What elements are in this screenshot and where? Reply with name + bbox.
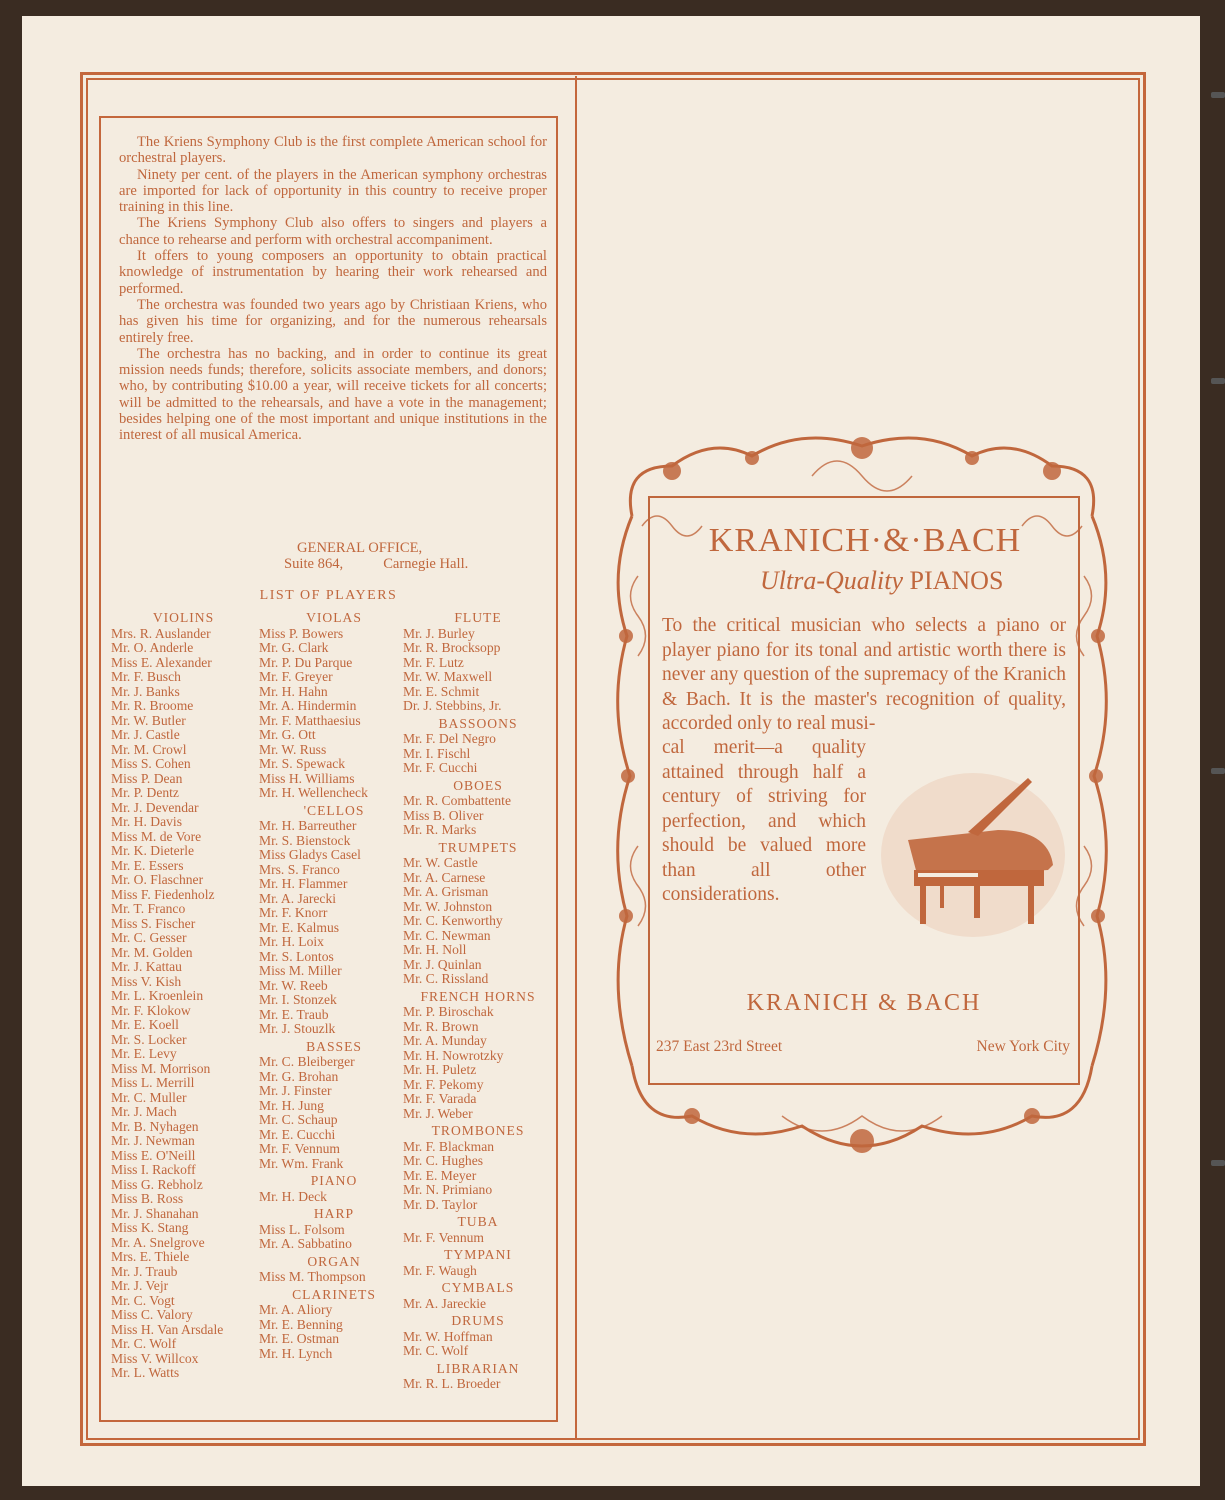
players-column-3 <box>403 608 553 1392</box>
player-name: Mr. E. Cucchi <box>259 1126 336 1142</box>
kriens-symphony-club-panel <box>99 116 558 1422</box>
player-name: Miss H. Williams <box>259 770 355 786</box>
player-name: Mr. J. Burley <box>403 625 475 641</box>
player-name: Mr. C. Muller <box>111 1089 187 1105</box>
player-name: Miss L. Folsom <box>259 1221 345 1237</box>
player-name: Mr. C. Bleiberger <box>259 1054 355 1069</box>
player-name: Mr. A. Jarecki <box>259 890 337 906</box>
player-name: Mr. W. Maxwell <box>403 669 493 684</box>
office-suite: Suite 864, <box>284 556 344 573</box>
player-name: Mr. C. Kenworthy <box>403 913 503 928</box>
player-name: Mr. P. Biroschak <box>403 1004 494 1019</box>
player-name: Mr. N. Primiano <box>403 1182 493 1197</box>
player-name: Mr. A. Snelgrove <box>111 1234 205 1250</box>
player-name: Mr. W. Russ <box>259 741 327 757</box>
player-name: Mr. J. Weber <box>403 1105 473 1121</box>
player-name: Miss E. O'Neill <box>111 1147 196 1163</box>
kranich-bach-advertisement <box>602 426 1120 1171</box>
player-name: Mr. W. Castle <box>403 855 478 870</box>
player-name: Mr. J. Shanahan <box>111 1205 199 1221</box>
section-heading: CYMBALS <box>441 1280 515 1295</box>
player-name: Mr. J. Traub <box>111 1263 178 1279</box>
ad-address: 237 East 23rd Street <box>656 1038 783 1055</box>
section-heading: DRUMS <box>451 1313 505 1328</box>
player-name: Mr. C. Wolf <box>403 1343 469 1358</box>
player-name: Mr. F. Cucchi <box>403 760 478 775</box>
player-name: Mr. M. Golden <box>111 944 193 960</box>
player-name: Mr. J. Kattau <box>111 959 182 974</box>
player-name: Mr. L. Kroenlein <box>111 988 204 1003</box>
player-name: Mr. H. Deck <box>259 1188 327 1204</box>
ad-subtitle-italic: Ultra-Quality <box>760 566 903 595</box>
player-name: Mr. R. Broome <box>111 698 194 713</box>
intro-paragraph: The orchestra was founded two years ago by Christiaan Kriens, who has given his time for organizing, and for the numerous rehearsals entirely free. <box>119 296 547 346</box>
player-name: Mr. R. Combattente <box>403 793 511 808</box>
player-name: Mr. E. Koell <box>111 1017 179 1032</box>
player-name: Miss P. Bowers <box>259 625 344 641</box>
player-name: Mrs. S. Franco <box>259 861 340 877</box>
player-name: Mr. B. Nyhagen <box>111 1118 199 1134</box>
player-name: Mr. F. Del Negro <box>403 731 496 746</box>
intro-text <box>119 134 547 444</box>
player-name: Mr. P. Du Parque <box>259 654 353 670</box>
player-name: Mr. G. Ott <box>259 727 316 742</box>
player-name: Miss V. Kish <box>111 973 182 989</box>
player-name: Mr. A. Aliory <box>259 1302 333 1317</box>
player-name: Mr. J. Banks <box>111 683 180 699</box>
player-name: Mr. G. Brohan <box>259 1068 339 1084</box>
player-name: Mr. F. Busch <box>111 669 181 684</box>
player-name: Mrs. R. Auslander <box>111 625 211 641</box>
player-name: Mr. J. Castle <box>111 727 180 742</box>
player-name: Mr. H. Loix <box>259 934 324 949</box>
player-name: Miss S. Cohen <box>111 756 191 771</box>
intro-paragraph: The Kriens Symphony Club also offers to singers and players a chance to rehearse and perform with orchestral accompaniment. <box>119 215 547 248</box>
player-name: Mr. C. Schaup <box>259 1112 338 1127</box>
player-name: Mr. F. Matthaesius <box>259 712 361 728</box>
player-name: Mr. C. Wolf <box>111 1336 177 1351</box>
player-name: Mr. A. Jareckie <box>403 1295 487 1311</box>
player-name: Mr. F. Varada <box>403 1091 477 1106</box>
player-name: Miss S. Fischer <box>111 915 196 931</box>
player-name: Mrs. E. Thiele <box>111 1249 190 1264</box>
player-name: Mr. I. Stonzek <box>259 992 337 1007</box>
ad-subtitle <box>760 566 1003 596</box>
section-heading: PIANO <box>310 1173 358 1188</box>
player-name: Mr. R. L. Broeder <box>403 1376 501 1391</box>
player-name: Miss F. Fiedenholz <box>111 886 215 902</box>
section-heading: FLUTE <box>454 610 502 625</box>
intro-paragraph: It offers to young composers an opportunity to obtain practical knowledge of instrumentation by hearing their work rehearsed and performed. <box>119 248 547 297</box>
ad-inner-panel <box>648 496 1080 1085</box>
intro-paragraph: The Kriens Symphony Club is the first complete American school for orchestral players. <box>119 134 547 167</box>
ad-company-name: KRANICH & BACH <box>746 990 982 1016</box>
player-name: Mr. R. Brocksopp <box>403 640 501 655</box>
ad-city: New York City <box>976 1038 1070 1055</box>
player-name: Mr. T. Franco <box>111 901 186 916</box>
player-name: Miss M. Thompson <box>259 1269 366 1284</box>
intro-paragraph: The orchestra has no backing, and in order to continue its great mission needs funds; therefore, solicits associate members, and donors; who, by contributing $10.00 a year, will receive tickets for all concerts; will be admitted to the rehearsals, and have a vote in the management; besides helping one of the most important and unique institutions in the interest of all musical America. <box>119 345 547 444</box>
ad-brand-title: KRANICH·&·BACH <box>708 522 1022 559</box>
section-heading: ORGAN <box>307 1253 361 1269</box>
player-name: Mr. J. Quinlan <box>403 956 482 972</box>
player-name: Mr. E. Meyer <box>403 1167 477 1183</box>
player-name: Miss K. Stang <box>111 1220 189 1235</box>
player-name: Mr. I. Fischl <box>403 745 471 761</box>
player-name: Miss M. Miller <box>259 963 342 978</box>
player-name: Mr. H. Davis <box>111 814 182 829</box>
player-name: Mr. E. Benning <box>259 1316 343 1332</box>
general-office <box>119 540 547 573</box>
section-heading: LIBRARIAN <box>436 1360 520 1376</box>
player-name: Miss M. de Vore <box>111 828 202 844</box>
player-name: Mr. F. Klokow <box>111 1002 191 1018</box>
ad-body-text: To the critical musician who selects a piano or player piano for its tonal and artistic worth there is never any question of the supremacy of the Kranich & Bach. It is the master's recognition of quality, accorded only to real musi- <box>662 615 1066 734</box>
player-name: Mr. F. Vennum <box>259 1141 340 1156</box>
player-name: Mr. W. Hoffman <box>403 1328 493 1344</box>
player-name: Mr. C. Newman <box>403 927 491 943</box>
player-name: Mr. G. Clark <box>259 640 329 655</box>
binding-staple <box>1211 1160 1225 1166</box>
player-name: Miss Gladys Casel <box>259 847 361 862</box>
player-name: Mr. H. Wellencheck <box>259 785 368 800</box>
section-heading: BASSOONS <box>438 715 518 731</box>
player-name: Mr. A. Grisman <box>403 884 489 899</box>
column-divider <box>575 76 577 1438</box>
section-heading: TYMPANI <box>444 1247 512 1262</box>
section-heading: BASSES <box>306 1038 362 1054</box>
player-name: Miss B. Ross <box>111 1191 184 1206</box>
player-name: Mr. J. Devendar <box>111 799 199 815</box>
player-name: Mr. A. Sabbatino <box>259 1236 352 1251</box>
player-name: Mr. W. Johnston <box>403 898 493 914</box>
players-column-1 <box>111 608 256 1381</box>
player-name: Mr. C. Gesser <box>111 930 187 945</box>
player-name: Miss H. Van Arsdale <box>111 1321 224 1337</box>
intro-paragraph: Ninety per cent. of the players in the American symphony orchestras are imported for lack of opportunity in this country to receive proper training in this line. <box>119 166 547 216</box>
player-name: Mr. A. Carnese <box>403 869 486 885</box>
section-heading: FRENCH HORNS <box>420 988 536 1004</box>
player-name: Mr. C. Rissland <box>403 971 489 986</box>
player-name: Mr. M. Crowl <box>111 741 187 757</box>
section-heading: TROMBONES <box>431 1123 525 1138</box>
player-name: Mr. W. Reeb <box>259 977 328 993</box>
player-name: Miss C. Valory <box>111 1307 193 1322</box>
player-name: Miss L. Merrill <box>111 1075 195 1090</box>
player-name: Mr. J. Mach <box>111 1104 177 1119</box>
player-name: Mr. O. Flaschner <box>111 872 204 887</box>
ad-body-text-continued: cal merit—a quality attained through half a century of striving for perfection, and which should be valued more than all other considerations. <box>662 737 866 905</box>
player-name: Miss G. Rebholz <box>111 1176 203 1192</box>
player-name: Mr. H. Nowrotzky <box>403 1047 504 1063</box>
section-heading: VIOLINS <box>152 610 215 625</box>
player-name: Miss B. Oliver <box>403 807 484 823</box>
office-hall: Carnegie Hall. <box>383 556 469 573</box>
player-name: Mr. D. Taylor <box>403 1196 478 1212</box>
player-name: Mr. H. Noll <box>403 942 467 957</box>
player-name: Mr. S. Bienstock <box>259 832 351 848</box>
player-name: Mr. R. Marks <box>403 822 477 837</box>
player-name: Mr. F. Greyer <box>259 669 333 684</box>
player-name: Mr. S. Locker <box>111 1031 187 1047</box>
player-name: Mr. R. Brown <box>403 1018 479 1034</box>
player-name: Mr. K. Dieterle <box>111 843 195 858</box>
player-name: Mr. O. Anderle <box>111 640 194 655</box>
section-heading: TUBA <box>457 1214 499 1229</box>
binding-staple <box>1211 768 1225 774</box>
section-heading: OBOES <box>453 777 503 793</box>
office-location <box>119 556 547 572</box>
player-name: Miss V. Willcox <box>111 1350 199 1366</box>
player-name: Miss I. Rackoff <box>111 1162 196 1177</box>
player-name: Mr. J. Stouzlk <box>259 1021 336 1036</box>
player-name: Mr. E. Kalmus <box>259 919 340 935</box>
player-name: Miss P. Dean <box>111 770 183 786</box>
player-name: Mr. H. Lynch <box>259 1345 333 1361</box>
player-name: Mr. F. Lutz <box>403 654 464 670</box>
player-name: Mr. P. Dentz <box>111 785 179 800</box>
player-name: Mr. L. Watts <box>111 1365 180 1380</box>
player-name: Mr. E. Schmit <box>403 683 480 699</box>
program-page <box>22 16 1200 1486</box>
section-heading: VIOLAS <box>306 610 362 625</box>
section-heading: CLARINETS <box>292 1286 376 1302</box>
player-name: Mr. E. Essers <box>111 857 184 873</box>
player-name: Mr. F. Waugh <box>403 1262 477 1278</box>
players-column-2 <box>259 608 409 1361</box>
player-name: Mr. E. Traub <box>259 1006 329 1022</box>
grand-piano-icon <box>878 770 1068 940</box>
section-heading: HARP <box>313 1206 355 1221</box>
section-heading: 'CELLOS <box>303 802 365 818</box>
section-heading: TRUMPETS <box>438 839 518 855</box>
player-name: Miss M. Morrison <box>111 1060 211 1076</box>
player-name: Mr. A. Munday <box>403 1033 487 1048</box>
player-name: Mr. F. Knorr <box>259 905 328 920</box>
player-name: Mr. C. Vogt <box>111 1292 175 1308</box>
player-name: Mr. W. Butler <box>111 712 186 728</box>
player-name: Mr. F. Pekomy <box>403 1076 484 1092</box>
player-name: Miss E. Alexander <box>111 654 212 670</box>
binding-staple <box>1211 92 1225 98</box>
player-name: Mr. C. Hughes <box>403 1153 484 1168</box>
player-name: Mr. H. Flammer <box>259 876 348 891</box>
player-name: Mr. E. Ostman <box>259 1331 340 1346</box>
player-name: Mr. J. Newman <box>111 1133 195 1148</box>
player-name: Mr. E. Levy <box>111 1046 177 1061</box>
player-name: Mr. H. Barreuther <box>259 818 357 833</box>
ad-subtitle-caps: PIANOS <box>909 566 1004 595</box>
player-name: Mr. A. Hindermin <box>259 698 357 713</box>
player-name: Mr. F. Blackman <box>403 1138 495 1154</box>
list-of-players-heading: LIST OF PLAYERS <box>259 588 398 603</box>
player-name: Mr. J. Vejr <box>111 1278 169 1293</box>
player-name: Mr. S. Lontos <box>259 948 334 964</box>
player-name: Mr. F. Vennum <box>403 1229 484 1245</box>
player-name: Mr. Wm. Frank <box>259 1155 344 1171</box>
player-name: Mr. S. Spewack <box>259 756 346 771</box>
player-name: Mr. H. Hahn <box>259 683 328 699</box>
player-name: Mr. H. Jung <box>259 1097 324 1113</box>
player-name: Dr. J. Stebbins, Jr. <box>403 698 502 713</box>
binding-staple <box>1211 378 1225 384</box>
player-name: Mr. H. Puletz <box>403 1062 477 1077</box>
player-name: Mr. J. Finster <box>259 1083 332 1098</box>
office-heading: GENERAL OFFICE, <box>297 540 423 556</box>
